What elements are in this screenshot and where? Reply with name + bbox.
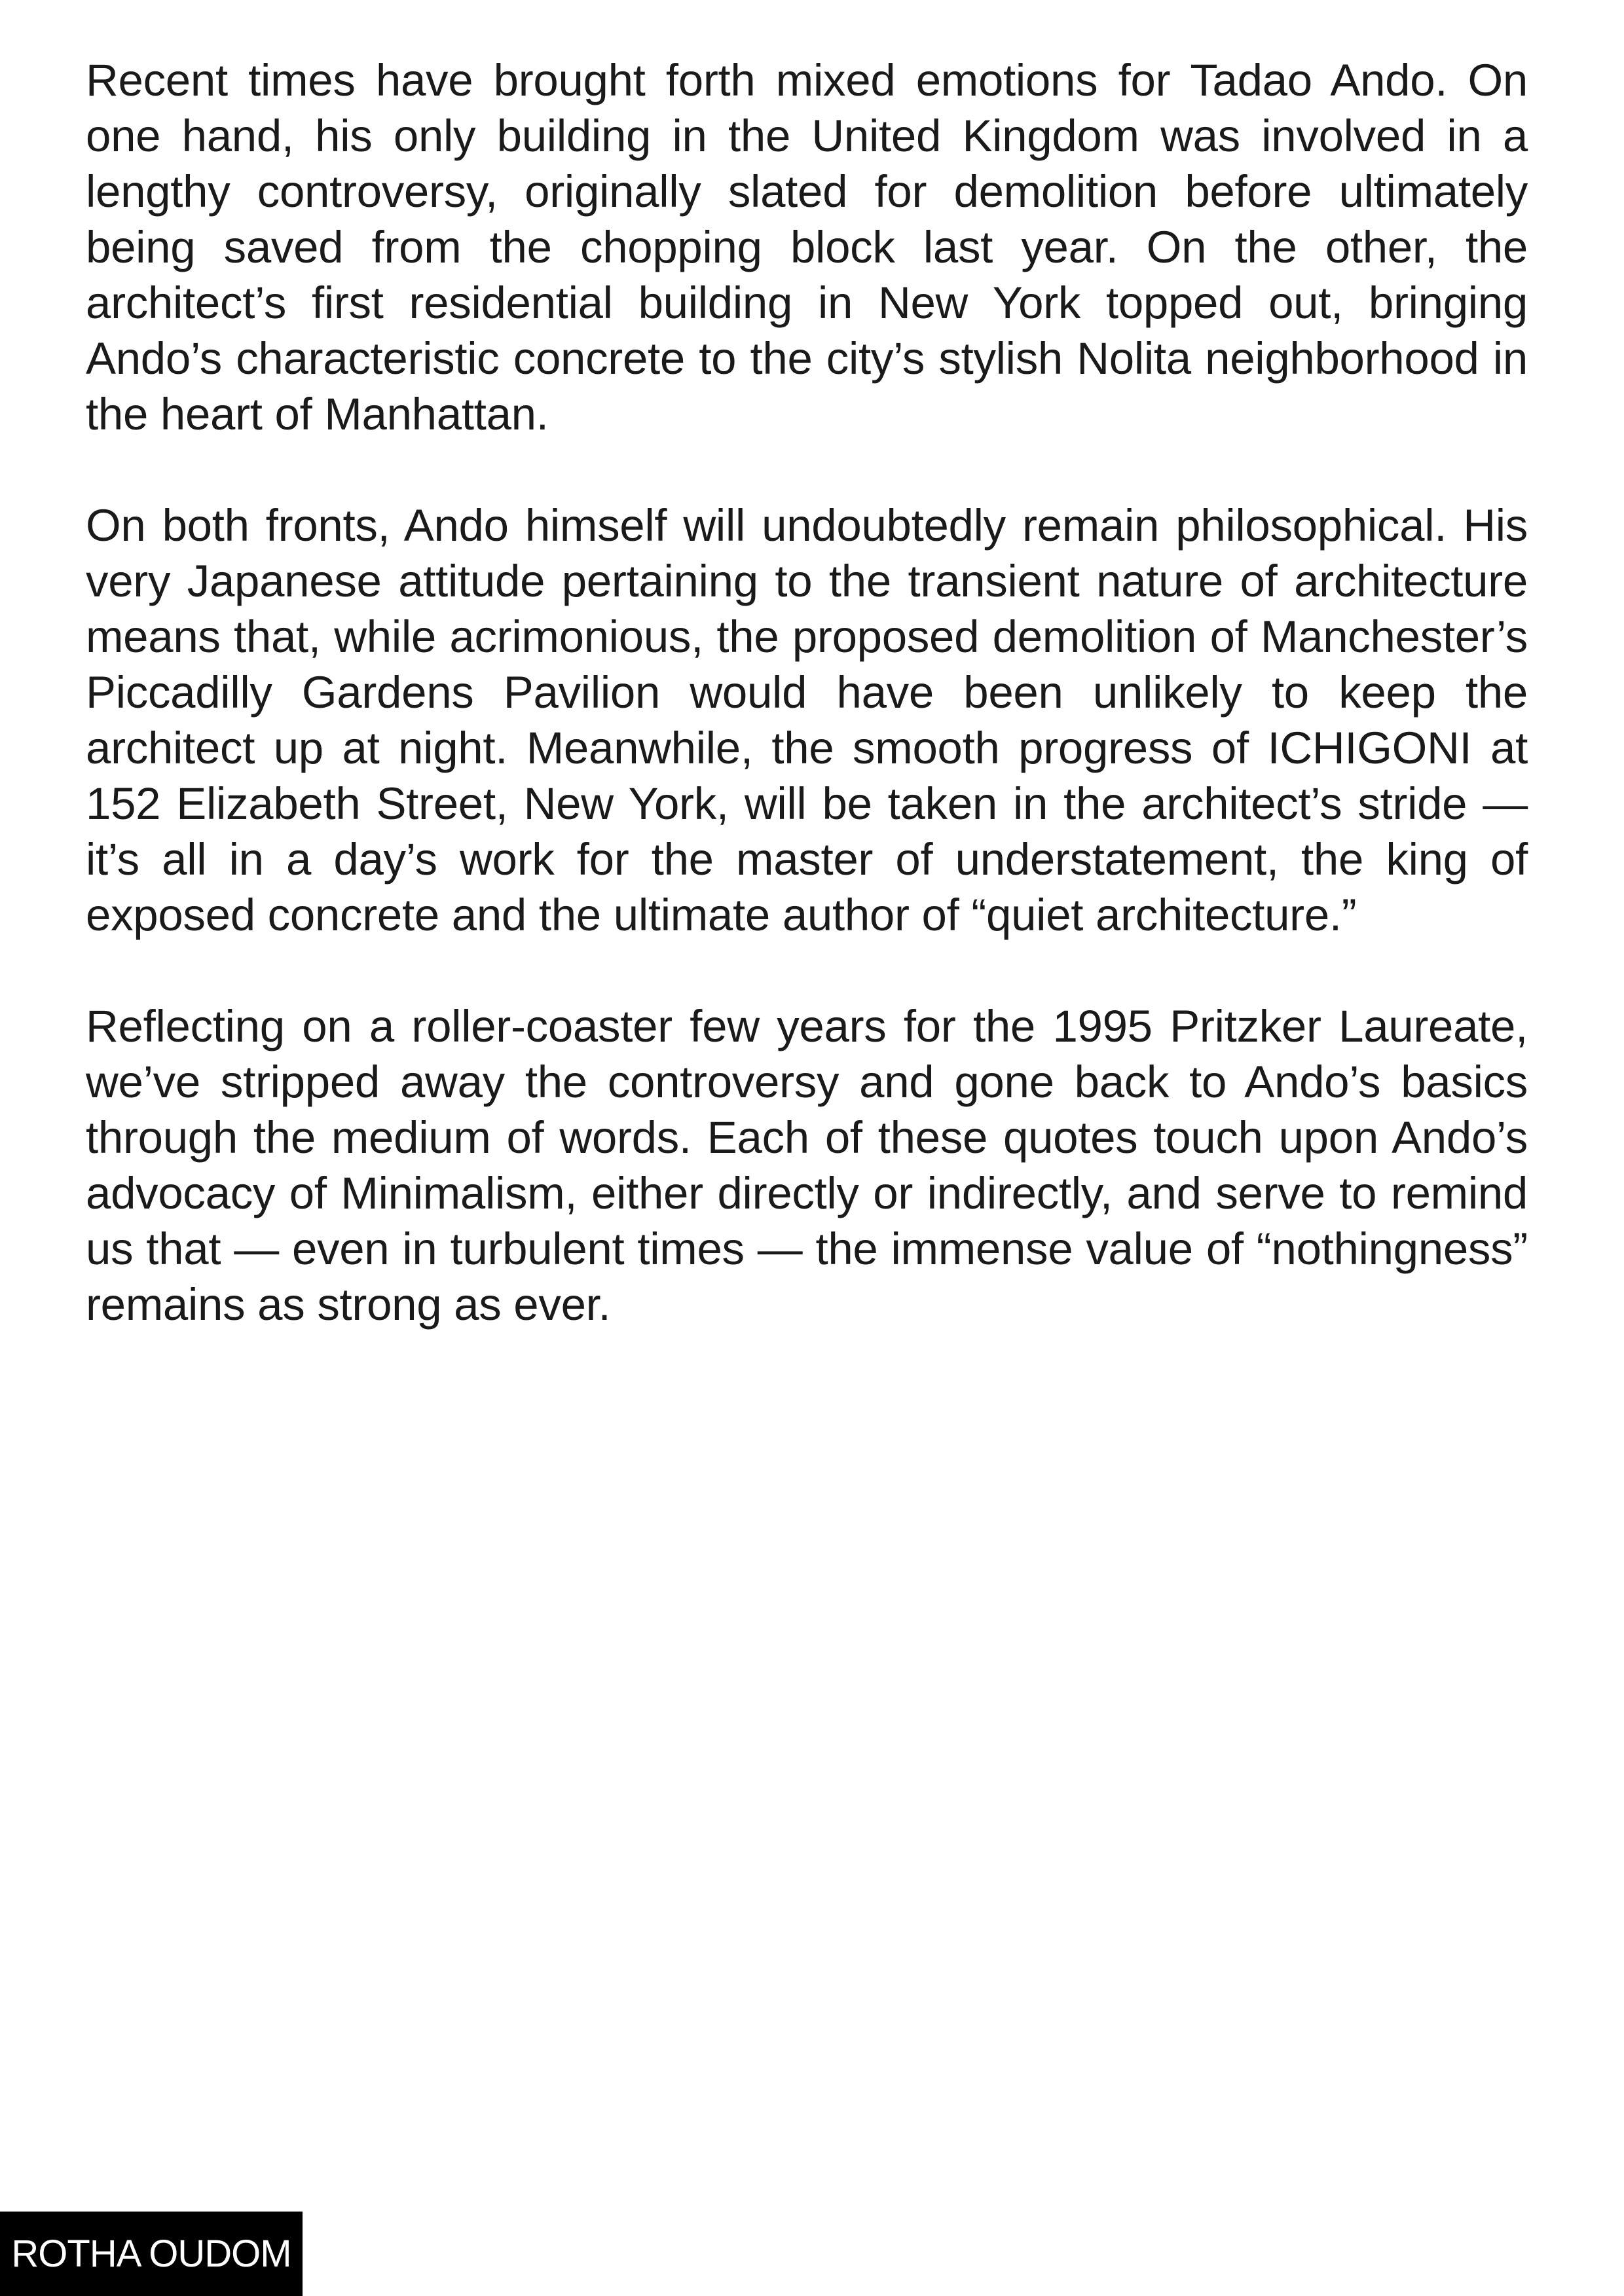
paragraph-intro: Recent times have brought forth mixed emotions for Tadao Ando. On one hand, his only building in the United Kingdom was involved in a lengthy controversy, originally slated for demolition before ultimately being saved from the chopping block last year. On the other, the architect’s first residential building in New York topped out, bringing Ando’s characteristic concrete to the city’s stylish Nolita neighborhood in the heart of Manhattan.	[86, 55, 1528, 439]
paragraph-reflection: Reflecting on a roller-coaster few years for the 1995 Pritzker Laureate, we’ve stripped away the controversy and gone back to Ando’s basics through the medium of words. Each of these quotes touch upon Ando’s advocacy of Minimalism, either directly or indirectly, and serve to remind us that — even in turbulent times — the immense value of “nothingness” remains as strong as ever.	[86, 1001, 1528, 1330]
author-badge: ROTHA OUDOM	[0, 2212, 303, 2296]
paragraph-philosophy: On both fronts, Ando himself will undoubtedly remain philosophical. His very Japanese attitude pertaining to the transient nature of architecture means that, while acrimonious, the proposed demolition of Manchester’s Piccadilly Gardens Pavilion would have been unlikely to keep the architect up at night. Meanwhile, the smooth progress of ICHIGONI at 152 Elizabeth Street, New York, will be taken in the architect’s stride — it’s all in a day’s work for the master of understatement, the king of exposed concrete and the ultimate author of “quiet architecture.”	[86, 500, 1528, 940]
article-body	[86, 52, 1528, 1332]
